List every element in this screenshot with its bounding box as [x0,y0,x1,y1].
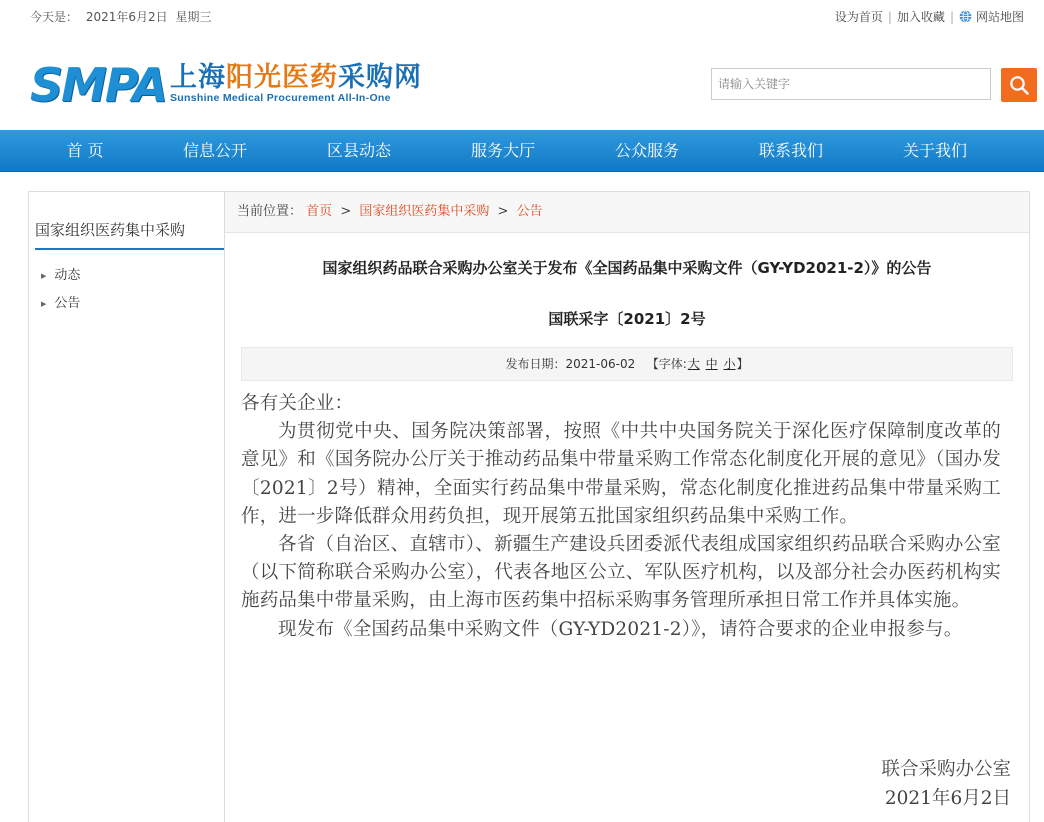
logo-cn-title [170,62,422,94]
sidebar-item-label: 动态 [54,268,81,283]
triangle-right-icon: ▶ [41,272,47,280]
breadcrumb-category[interactable]: 国家组织医药集中采购 [359,204,490,219]
article-meta [241,347,1013,381]
search-button[interactable] [1001,68,1037,102]
nav-item-district[interactable]: 区县动态 [326,141,391,160]
sidebar-item-news[interactable] [41,262,80,290]
search-box [711,68,1037,102]
article-title: 国家组织药品联合采购办公室关于发布《全国药品集中采购文件（GY-YD2021-2）》的公告 [322,259,932,277]
nav-item-public[interactable]: 公众服务 [614,141,679,160]
breadcrumb-home[interactable]: 首页 [306,204,333,219]
date-label: 今天是： [30,10,79,24]
breadcrumb-inner [237,192,1029,232]
current-date [30,8,216,25]
paragraph: 现发布《全国药品集中采购文件（GY-YD2021-2）》，请符合要求的企业申报参与。 [278,618,963,640]
nav-item-contact[interactable]: 联系我们 [758,141,823,160]
breadcrumb-separator: > [497,204,509,219]
link-divider: | [949,9,954,24]
logo-en-subtitle: Sunshine Medical Procurement All-In-One [170,92,391,104]
publish-date-label: 发布日期： [505,357,566,371]
triangle-right-icon: ▶ [41,300,47,308]
nav-item-service[interactable]: 服务大厅 [470,141,535,160]
font-size-medium[interactable]: 中 [705,357,718,371]
breadcrumb [225,192,1029,233]
logo-cn-part1: 上海 [170,62,226,93]
article-body [241,390,1001,644]
sidebar [28,191,225,822]
sidebar-item-notice[interactable] [41,290,80,318]
main-content [224,191,1030,822]
top-links [835,8,1024,25]
logo-cn-part3: 采购网 [338,62,422,93]
breadcrumb-current[interactable]: 公告 [516,204,543,219]
nav-item-home[interactable]: 首 页 [66,141,104,160]
sidebar-item-label: 公告 [54,296,81,311]
font-size-label: 【字体: [646,357,687,371]
signature-org: 联合采购办公室 [881,759,1011,780]
breadcrumb-label: 当前位置： [237,204,303,219]
site-logo[interactable] [30,58,422,112]
salutation: 各有关企业： [241,393,354,414]
logo-text [170,62,422,104]
sidebar-title: 国家组织医药集中采购 [35,216,224,250]
paragraph: 各省（自治区、直辖市）、新疆生产建设兵团委派代表组成国家组织药品联合采购办公室（以下简称联合采购办公室），代表各地区公立、军队医疗机构，以及部分社会办医药机构实施药品集中带量采购，由上海市医药集中招标采购事务管理所承担日常工作并具体实施。 [241,534,1001,612]
site-header [0,30,1044,130]
main-nav [0,130,1044,172]
set-homepage-link[interactable]: 设为首页 [834,10,883,24]
document-number: 国联采字〔2021〕2号 [548,310,706,328]
weekday-value: 星期三 [175,10,212,24]
search-input[interactable] [711,68,991,100]
globe-icon [959,10,972,23]
article-signature [881,755,1011,813]
publish-date: 2021-06-02 [565,357,636,371]
add-favorite-link[interactable]: 加入收藏 [896,10,945,24]
paragraph: 为贯彻党中央、国务院决策部署，按照《中共中央国务院关于深化医疗保障制度改革的意见》和《国务院办公厅关于推动药品集中带量采购工作常态化制度化开展的意见》（国办发〔2021〕2号）精神，全面实行药品集中带量采购，常态化制度化推进药品集中带量采购工作，进一步降低群众用药负担，现开展第五批国家组织药品集中采购工作。 [241,421,1001,527]
top-bar [0,0,1044,30]
font-size-close: 】 [736,357,749,371]
sitemap-link[interactable]: 网站地图 [975,10,1024,24]
logo-cn-part2: 阳光医药 [226,62,338,93]
font-size-large[interactable]: 大 [687,357,700,371]
logo-abbr: SMPA [30,58,166,112]
signature-date: 2021年6月2日 [884,788,1011,809]
font-size-small[interactable]: 小 [723,357,736,371]
nav-item-about[interactable]: 关于我们 [902,141,967,160]
breadcrumb-separator: > [340,204,352,219]
link-divider: | [887,9,892,24]
date-value: 2021年6月2日 [85,10,168,24]
search-icon [1008,74,1030,96]
sidebar-list [41,262,80,318]
nav-item-info[interactable]: 信息公开 [182,141,247,160]
